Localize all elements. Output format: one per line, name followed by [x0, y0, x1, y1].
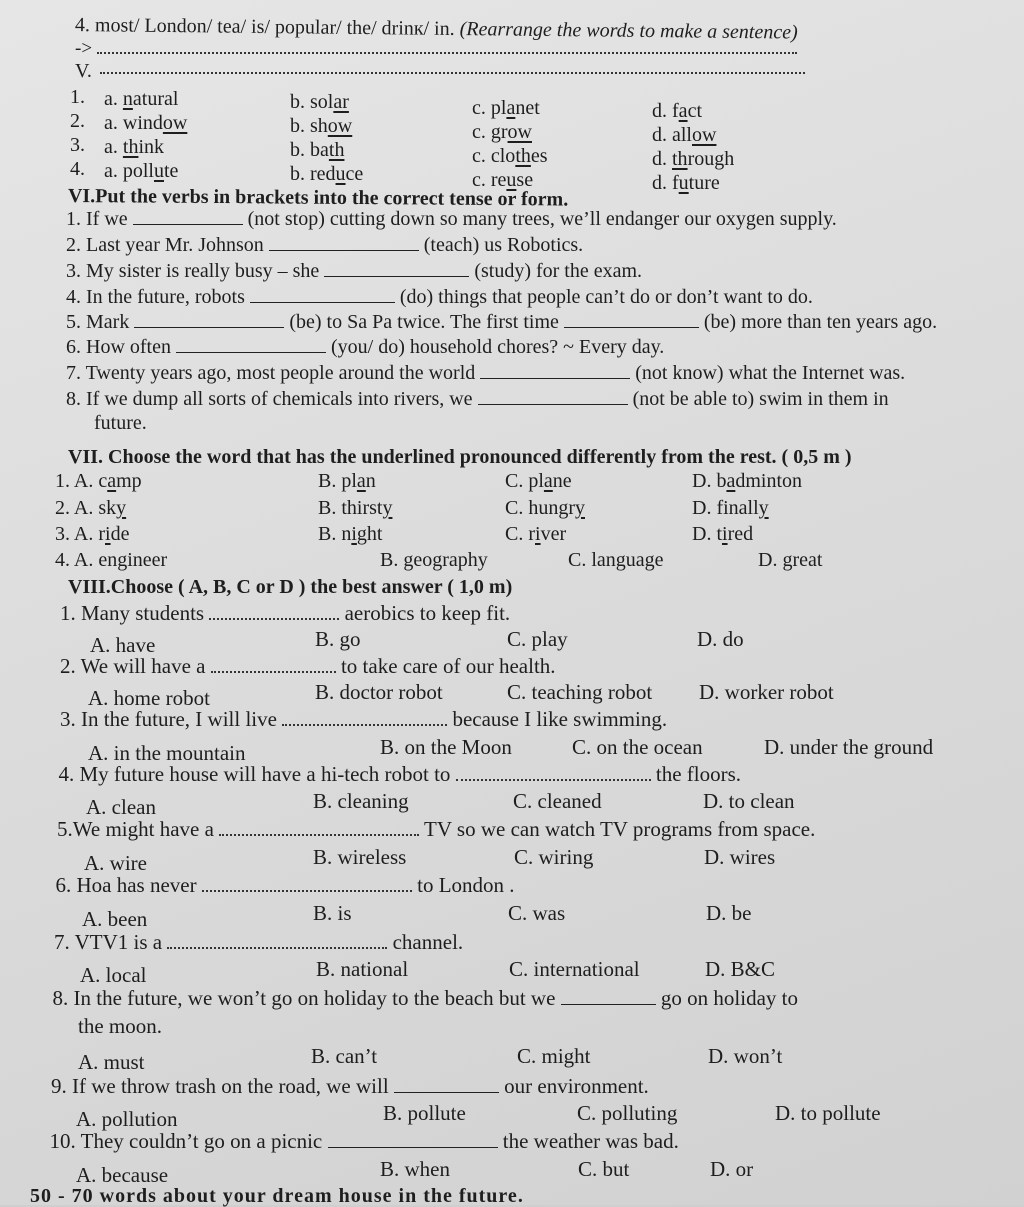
item-hint: (you/ do) household chores? ~ Every day.: [325, 336, 665, 358]
option-b[interactable]: B. can’t: [311, 1044, 378, 1068]
question-stem-end: go on holiday to: [655, 986, 798, 1010]
item-stem: 3. My sister is really busy – she: [66, 260, 325, 282]
item-stem: 7. Twenty years ago, most people around the world: [66, 362, 481, 384]
section-v-title: V.: [75, 60, 92, 82]
item-stem: 1. If we: [66, 208, 133, 230]
choice-word: C. language: [568, 549, 664, 571]
choice-c: [505, 470, 572, 492]
choice-a: [55, 549, 167, 571]
item-stem: 4. In the future, robots: [66, 286, 250, 308]
option-a: [104, 112, 187, 134]
question-stem: 6. Hoa has never: [55, 873, 202, 897]
choice-word: 2. A. sky: [55, 497, 127, 519]
item-hint: (study) for the exam.: [469, 260, 643, 282]
verb-item: [66, 311, 937, 333]
option-b: [290, 115, 352, 137]
option-a[interactable]: A. in the mountain: [88, 741, 246, 765]
option-b[interactable]: B. cleaning: [313, 789, 409, 813]
section-v-dots: [100, 58, 805, 80]
section-vi-title: VI.Put the verbs in brackets into the correct tense or form.: [67, 185, 569, 211]
option-b[interactable]: B. when: [380, 1157, 450, 1181]
option-b[interactable]: B. pollute: [383, 1101, 466, 1125]
option-word: d. future: [652, 172, 720, 194]
choice-word: 1. A. camp: [55, 470, 142, 492]
answer-dots[interactable]: [219, 820, 419, 836]
choice-word: C. hungry: [505, 497, 585, 519]
option-c[interactable]: C. international: [509, 957, 640, 981]
answer-blank[interactable]: [564, 311, 699, 328]
option-d: [652, 172, 720, 194]
option-d[interactable]: D. wires: [704, 845, 776, 869]
answer-dots[interactable]: [282, 710, 447, 726]
answer-blank[interactable]: [480, 362, 630, 379]
option-a[interactable]: A. have: [90, 633, 156, 657]
question-stem: 8. In the future, we won’t go on holiday to the beach but we: [52, 986, 561, 1010]
choice-c: [505, 497, 585, 519]
option-word: b. solar: [290, 91, 349, 113]
question-4: [59, 763, 742, 785]
choice-word: D. finally: [692, 497, 769, 519]
option-c[interactable]: C. play: [507, 627, 568, 651]
option-d[interactable]: D. be: [706, 901, 752, 925]
choice-word: C. plane: [505, 470, 572, 492]
option-word: b. reduce: [290, 163, 364, 185]
option-word: d. through: [652, 148, 735, 170]
option-b[interactable]: B. national: [316, 957, 409, 981]
choice-b: [380, 549, 488, 571]
answer-dots[interactable]: [202, 876, 412, 892]
question-stem: 10. They couldn’t go on a picnic: [49, 1129, 328, 1153]
option-word: b. show: [290, 115, 353, 137]
option-c[interactable]: C. wiring: [514, 845, 594, 869]
verb-item: [66, 362, 905, 384]
writing-task: 50 - 70 words about your dream house in the future.: [30, 1185, 524, 1207]
option-d: [652, 148, 734, 170]
option-b[interactable]: B. doctor robot: [315, 680, 443, 704]
option-a[interactable]: A. local: [80, 963, 147, 987]
option-b[interactable]: B. wireless: [313, 845, 407, 869]
question-7: [54, 931, 463, 953]
verb-item: [66, 388, 889, 410]
choice-c: [568, 549, 664, 571]
option-d[interactable]: D. won’t: [708, 1044, 783, 1068]
choice-word: B. geography: [380, 549, 488, 571]
choice-b: [318, 523, 382, 545]
option-word: c. planet: [472, 97, 540, 119]
answer-blank[interactable]: [133, 208, 243, 225]
choice-d: [692, 523, 753, 545]
verb-item: [66, 208, 837, 230]
row-number: 2.: [70, 110, 85, 132]
section-vii-title: VII. Choose the word that has the underlined pronounced differently from the rest. ( 0,5 m ): [68, 446, 852, 468]
question-stem-end: the floors.: [650, 762, 742, 786]
option-d[interactable]: D. B&C: [705, 957, 776, 981]
option-c[interactable]: C. was: [508, 901, 566, 925]
choice-word: B. plan: [318, 470, 376, 492]
option-word: a. natural: [104, 88, 179, 110]
verb-item: [66, 234, 583, 256]
option-word: d. fact: [652, 100, 702, 122]
option-b: [290, 91, 349, 113]
choice-c: [505, 523, 566, 545]
option-word: c. grow: [472, 121, 532, 143]
answer-blank[interactable]: [394, 1076, 499, 1093]
item-continuation: future.: [94, 412, 147, 434]
question-stem-end: to London .: [411, 873, 515, 897]
question-3: [60, 708, 667, 730]
option-d[interactable]: D. do: [697, 627, 744, 651]
choice-a: [55, 470, 142, 492]
question-6: [56, 874, 515, 896]
question-stem: 5.We might have a: [57, 817, 220, 841]
question-5: [57, 818, 815, 840]
question-stem-end: to take care of our health.: [335, 654, 556, 678]
option-d[interactable]: D. or: [710, 1157, 754, 1181]
option-a[interactable]: A. pollution: [76, 1107, 178, 1131]
choice-b: [318, 497, 392, 519]
item-hint: (not stop) cutting down so many trees, we’ll endanger our oxygen supply.: [242, 208, 837, 230]
choice-word: 4. A. engineer: [55, 549, 168, 571]
option-word: d. allow: [652, 124, 717, 146]
verb-item: [66, 260, 642, 282]
option-a[interactable]: A. home robot: [88, 686, 210, 710]
answer-blank[interactable]: [324, 260, 469, 277]
question-continuation: the moon.: [78, 1014, 162, 1038]
answer-dots[interactable]: [456, 765, 651, 781]
answer-blank[interactable]: [478, 388, 628, 405]
row-number: 4.: [70, 158, 85, 180]
question-stem-end: because I like swimming.: [447, 707, 668, 731]
verb-item: [66, 336, 664, 358]
rearrange-instruction: (Rearrange the words to make a sentence): [459, 18, 798, 44]
option-d[interactable]: D. to pollute: [775, 1101, 881, 1125]
item-stem: 8. If we dump all sorts of chemicals into rivers, we: [66, 388, 478, 410]
option-b: [290, 139, 344, 161]
item-hint: (teach) us Robotics.: [418, 234, 584, 256]
item-stem: 6. How often: [66, 336, 176, 358]
choice-b: [318, 470, 376, 492]
option-word: a. think: [104, 136, 165, 158]
item-stem: 2. Last year Mr. Johnson: [66, 234, 269, 256]
answer-blank[interactable]: [176, 336, 326, 353]
option-a: [104, 136, 164, 158]
question-2: [60, 655, 556, 677]
option-word: b. bath: [290, 139, 345, 161]
option-c[interactable]: C. but: [578, 1157, 630, 1181]
option-c[interactable]: C. cleaned: [513, 789, 602, 813]
rearrange-words: 4. most/ London/ tea/ is/ popular/ the/ drinк/ in.: [74, 14, 455, 40]
question-stem: 9. If we throw trash on the road, we will: [51, 1074, 394, 1098]
answer-dots: [97, 38, 797, 54]
answer-blank[interactable]: [328, 1131, 498, 1148]
choice-word: D. tired: [692, 523, 754, 545]
choice-d: [758, 549, 822, 571]
choice-d: [692, 470, 802, 492]
option-c[interactable]: C. teaching robot: [507, 680, 653, 704]
option-d: [652, 124, 716, 146]
option-a[interactable]: A. clean: [86, 795, 156, 819]
answer-dots[interactable]: [209, 604, 339, 620]
option-c: [472, 121, 532, 143]
question-stem-end: TV so we can watch TV programs from space.: [419, 817, 816, 841]
option-word: c. reuse: [472, 169, 534, 191]
choice-word: D. badminton: [692, 470, 803, 492]
answer-blank[interactable]: [250, 286, 395, 303]
option-c[interactable]: C. polluting: [577, 1101, 678, 1125]
option-word: c. clothes: [472, 145, 548, 167]
choice-word: C. river: [505, 523, 567, 545]
option-c[interactable]: C. might: [517, 1044, 591, 1068]
option-a: [104, 160, 178, 182]
option-word: a. pollute: [104, 160, 179, 182]
option-c: [472, 145, 548, 167]
option-b[interactable]: B. is: [313, 901, 352, 925]
choice-a: [55, 497, 126, 519]
choice-d: [692, 497, 769, 519]
item-stem: 5. Mark: [66, 311, 135, 333]
answer-arrow: ->: [75, 38, 93, 59]
option-a: [104, 88, 178, 110]
option-c[interactable]: C. on the ocean: [572, 735, 703, 759]
option-d[interactable]: D. under the ground: [764, 735, 934, 759]
question-stem-end: channel.: [387, 930, 464, 954]
option-d[interactable]: D. to clean: [703, 789, 795, 813]
question-stem-end: our environment.: [498, 1074, 649, 1098]
question-stem-end: aerobics to keep fit.: [339, 601, 511, 625]
answer-dots[interactable]: [167, 933, 387, 949]
choice-word: D. great: [758, 549, 823, 571]
question-stem: 1. Many students: [60, 601, 210, 625]
question-10: [50, 1130, 679, 1152]
question-stem: 7. VTV1 is a: [54, 930, 168, 954]
section-viii-title: VIII.Choose ( A, B, C or D ) the best answer ( 1,0 m): [68, 576, 513, 598]
option-b[interactable]: B. go: [315, 627, 361, 651]
question-stem-end: the weather was bad.: [497, 1129, 679, 1153]
choice-a: [55, 523, 129, 545]
option-b: [290, 163, 363, 185]
item-hint: (not know) what the Internet was.: [630, 362, 906, 384]
question-8: [53, 987, 798, 1009]
question-stem: 4. My future house will have a hi-tech robot to: [58, 762, 456, 786]
option-a[interactable]: A. because: [76, 1163, 169, 1187]
option-a[interactable]: A. must: [78, 1050, 145, 1074]
option-d[interactable]: D. worker robot: [699, 680, 834, 704]
choice-word: B. thirsty: [318, 497, 393, 519]
question-1: [60, 602, 510, 624]
choice-word: B. night: [318, 523, 383, 545]
item-hint-2: (be) more than ten years ago.: [698, 311, 938, 333]
item-hint: (do) things that people can’t do or don’t want to do.: [394, 286, 813, 308]
option-word: a. window: [104, 112, 188, 134]
option-b[interactable]: B. on the Moon: [380, 735, 512, 759]
row-number: 3.: [70, 134, 85, 156]
option-a[interactable]: A. been: [82, 907, 148, 931]
option-d: [652, 100, 702, 122]
choice-word: 3. A. ride: [55, 523, 130, 545]
item-hint: (be) to Sa Pa twice. The first time: [284, 311, 559, 333]
answer-line: [75, 38, 797, 60]
question-stem: 3. In the future, I will live: [60, 707, 283, 731]
item-hint: (not be able to) swim in them in: [627, 388, 889, 410]
question-9: [51, 1075, 649, 1097]
answer-blank[interactable]: [269, 234, 419, 251]
answer-dots[interactable]: [211, 657, 336, 673]
answer-blank[interactable]: [561, 988, 656, 1005]
question-stem: 2. We will have a: [60, 654, 211, 678]
answer-blank[interactable]: [134, 311, 284, 328]
row-number: 1.: [70, 86, 85, 108]
verb-item: [66, 286, 813, 308]
option-a[interactable]: A. wire: [84, 851, 147, 875]
option-c: [472, 97, 540, 119]
